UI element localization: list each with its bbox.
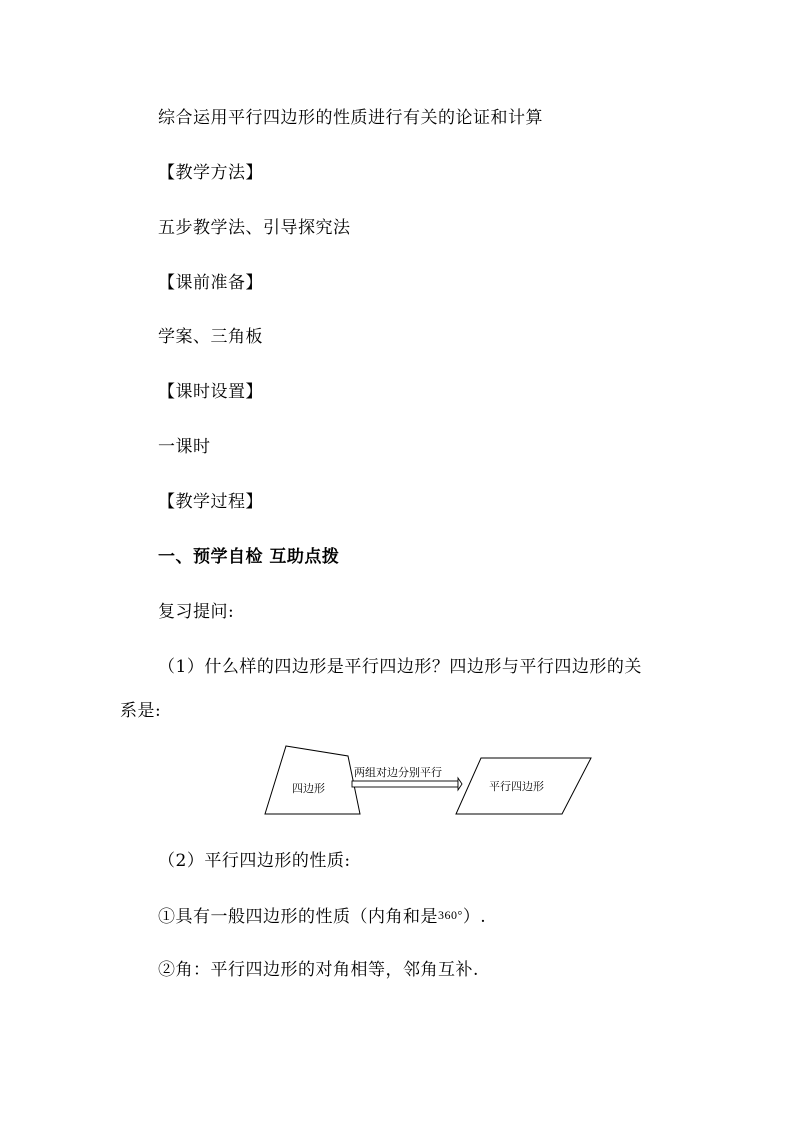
- question1-line1: （1）什么样的四边形是平行四边形？四边形与平行四边形的关: [158, 657, 642, 677]
- arrow-label: 两组对边分别平行: [354, 766, 442, 779]
- review-prompt: 复习提问:: [158, 602, 235, 622]
- process-heading: 【教学过程】: [158, 492, 263, 512]
- parallelogram-label: 平行四边形: [489, 780, 544, 793]
- section1-title: 一、预学自检 互助点拨: [158, 547, 340, 567]
- objective-text: 综合运用平行四边形的性质进行有关的论证和计算: [158, 108, 543, 128]
- property2: ②角：平行四边形的对角相等，邻角互补.: [158, 960, 479, 980]
- property1-text-before: ①具有一般四边形的性质（内角和是: [158, 907, 438, 927]
- prep-heading: 【课前准备】: [158, 273, 263, 293]
- arrow-head: [458, 778, 462, 790]
- question1-line2: 系是:: [120, 701, 162, 721]
- quadrilateral-label: 四边形: [292, 782, 325, 795]
- method-heading: 【教学方法】: [158, 163, 263, 183]
- time-heading: 【课时设置】: [158, 382, 263, 402]
- quadrilateral-shape: [265, 746, 360, 814]
- method-text: 五步教学法、引导探究法: [158, 218, 351, 238]
- property1-degree: 360°: [438, 908, 463, 922]
- arrow-shaft: [352, 781, 458, 787]
- property1-text-after: ）.: [462, 907, 487, 927]
- prep-text: 学案、三角板: [158, 327, 263, 347]
- quadrilateral-diagram: [262, 744, 594, 818]
- property1: [158, 904, 486, 928]
- time-text: 一课时: [158, 437, 211, 457]
- question2: （2）平行四边形的性质:: [158, 851, 351, 871]
